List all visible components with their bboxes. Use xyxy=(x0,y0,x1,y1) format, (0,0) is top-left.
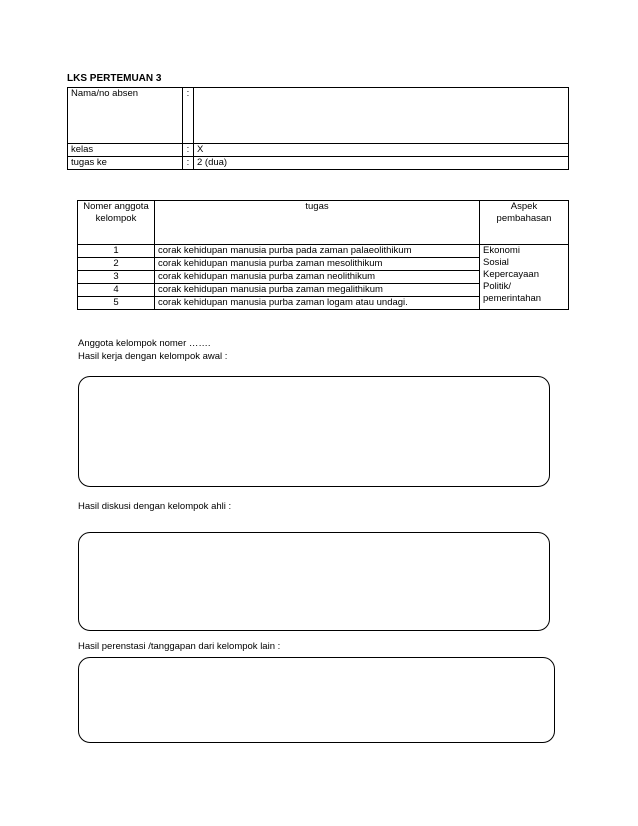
row-task: corak kehidupan manusia purba pada zaman palaeolithikum xyxy=(155,245,480,258)
aspect-item: Kepercayaan xyxy=(483,269,539,280)
group-member-line: Anggota kelompok nomer ……. xyxy=(78,338,211,349)
expert-result-box[interactable] xyxy=(78,532,550,631)
row-number: 4 xyxy=(78,284,155,297)
colon: : xyxy=(183,157,194,170)
expert-result-label: Hasil diskusi dengan kelompok ahli : xyxy=(78,501,232,512)
task-value: 2 (dua) xyxy=(194,157,569,170)
presentation-result-label: Hasil perenstasi /tanggapan dari kelompok lain : xyxy=(78,641,281,652)
identity-table xyxy=(67,87,569,170)
row-task: corak kehidupan manusia purba zaman logam atau undagi. xyxy=(155,297,480,310)
row-task: corak kehidupan manusia purba zaman mesolithikum xyxy=(155,258,480,271)
colon: : xyxy=(183,88,194,144)
colon: : xyxy=(183,144,194,157)
class-value: X xyxy=(194,144,569,157)
aspect-item: Politik/ pemerintahan xyxy=(483,281,542,304)
name-value-field[interactable] xyxy=(194,88,569,144)
name-label: Nama/no absen xyxy=(68,88,183,144)
class-label: kelas xyxy=(68,144,183,157)
aspect-item: Sosial xyxy=(483,257,509,268)
row-number: 1 xyxy=(78,245,155,258)
row-task: corak kehidupan manusia purba zaman megalithikum xyxy=(155,284,480,297)
row-number: 5 xyxy=(78,297,155,310)
page-title: LKS PERTEMUAN 3 xyxy=(67,73,162,84)
aspect-list xyxy=(480,245,569,310)
initial-result-label: Hasil kerja dengan kelompok awal : xyxy=(78,351,228,362)
header-aspect: Aspek pembahasan xyxy=(480,201,569,245)
task-label: tugas ke xyxy=(68,157,183,170)
row-task: corak kehidupan manusia purba zaman neolithikum xyxy=(155,271,480,284)
aspect-item: Ekonomi xyxy=(483,245,520,256)
row-number: 2 xyxy=(78,258,155,271)
header-task: tugas xyxy=(155,201,480,245)
row-number: 3 xyxy=(78,271,155,284)
initial-result-box[interactable] xyxy=(78,376,550,487)
header-member-number: Nomer anggota kelompok xyxy=(78,201,155,245)
task-table xyxy=(77,200,569,310)
presentation-result-box[interactable] xyxy=(78,657,555,743)
